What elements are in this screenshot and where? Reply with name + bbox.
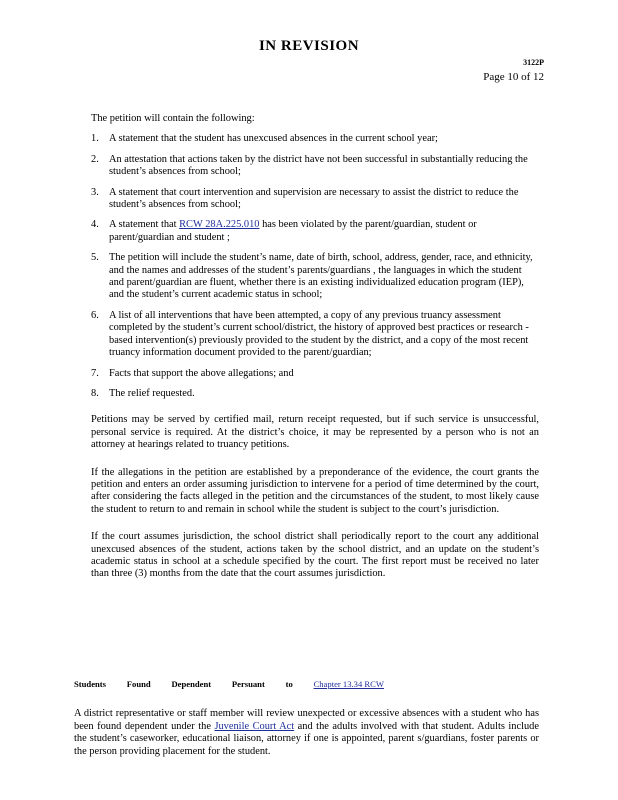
jurisdiction-paragraph: If the court assumes jurisdiction, the school district shall periodically report to the court any additional unexcused absences of the student, actions taken by the school district, and an update on the student’s academic status in school at a schedule specified by the court. The first report must be received no later than three (3) months from the date that the court assumes jurisdiction. [91,531,539,580]
heading-word: Found [126,679,151,689]
page-title: IN REVISION [258,38,360,54]
list-number: 2. [91,153,99,165]
heading-word: to [285,679,293,689]
policy-code: 3122P [523,58,544,67]
list-item [91,133,539,145]
list-item [91,154,539,179]
page-number: Page 10 of 12 [483,71,544,83]
heading-word: Students [74,679,106,689]
list-number: 1. [91,133,99,145]
list-item [91,252,539,302]
list-number: 4. [91,219,99,231]
juvenile-court-act-link[interactable]: Juvenile Court Act [214,720,295,732]
allegations-paragraph: If the allegations in the petition are established by a preponderance of the evidence, the court grants the petition and enters an order assuming jurisdiction to intervene for a period of time determined by the court, after considering the facts alleged in the petition and the circumstances of the student, to most likely cause the student to return to and remain in school while the student is subject to the court’s jurisdiction. [91,466,539,515]
list-item-text-before: A statement that [109,219,180,231]
list-item-text: Facts that support the above allegations; and [109,367,294,379]
list-number: 8. [91,387,99,399]
paragraph-text-before: A district representative or staff member will review unexpected or excessive absences with a student who has been found dependent under the [74,708,539,732]
list-item [91,388,539,400]
list-number: 5. [91,252,99,264]
section-heading [74,679,384,689]
list-item [91,187,539,212]
list-number: 3. [91,186,99,198]
list-item-text-after: has been violated by the parent/guardian, student or parent/guardian and student ; [109,219,477,243]
dependent-students-paragraph [74,708,539,758]
petition-section [91,113,539,581]
list-number: 7. [91,367,99,379]
list-item [91,368,539,380]
list-item-text: The petition will include the student’s name, date of birth, school, address, gender, race, and ethnicity, and the names and addresses of the student’s parents/guardians , the languages in which the student and parent/guardian are fluent, whether there is an existing individualized education program (IEP), and the student’s current academic status in school; [109,252,533,301]
heading-word: Dependent [171,679,212,689]
heading-word: Persuant [231,679,265,689]
chapter-13-34-rcw-link[interactable]: Chapter 13.34 RCW [313,679,384,689]
list-item-text: A statement that the student has unexcused absences in the current school year; [109,133,438,145]
list-number: 6. [91,309,99,321]
list-item [91,310,539,360]
list-item-text: A list of all interventions that have been attempted, a copy of any previous truancy assessment completed by the student’s current school/district, the history of approved best practices or research -based intervention(s) previously provided to the student by the district, and a copy of the most recent truancy information document provided to the parent/guardian; [109,309,529,359]
list-item [91,219,539,244]
list-item-text: The relief requested. [109,387,195,399]
rcw-28a-225-010-link[interactable]: RCW 28A.225.010 [179,219,260,231]
paragraph-text-after: and the adults involved with that student. Adults include the student’s caseworker, educational liaison, attorney if one is appointed, parent s/guardians, foster parents or the person providing placement for the student. [74,720,539,757]
petition-list [91,133,539,400]
petition-intro: The petition will contain the following: [91,113,255,124]
list-item-text: A statement that court intervention and supervision are necessary to assist the district to reduce the student’s absences from school; [109,186,519,211]
list-item-text: An attestation that actions taken by the district have not been successful in substantially reducing the student’s absences from school; [109,153,528,178]
service-paragraph: Petitions may be served by certified mail, return receipt requested, but if such service is unsuccessful, personal service is required. At the district’s choice, it may be represented by a person who is not an attorney at hearings related to truancy petitions. [91,414,539,451]
